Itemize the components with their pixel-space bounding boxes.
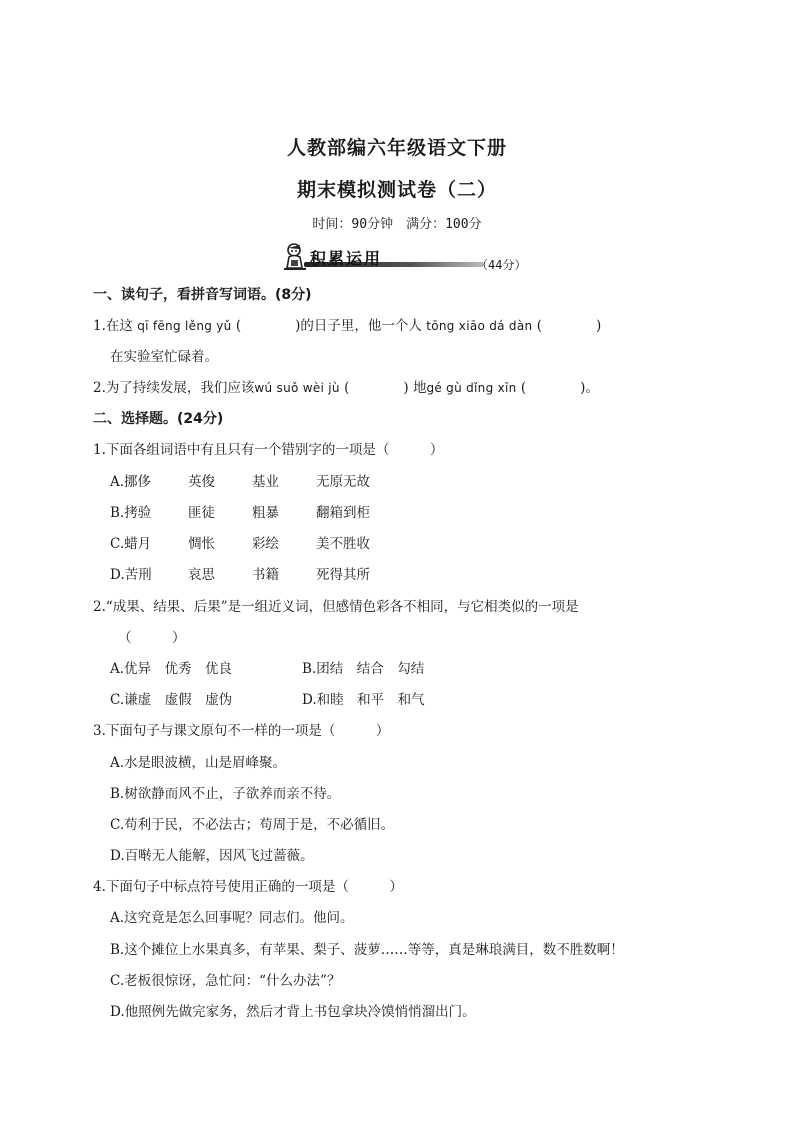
mc-q4-option-a[interactable]: A.这究竟是怎么回事呢？同志们。他问。	[110, 910, 354, 926]
option-c-word-1: C.蜡月	[110, 536, 152, 552]
exam-subtitle: 期末模拟测试卷（二）	[296, 179, 497, 201]
option-a-word-1: A.挪侈	[110, 474, 152, 490]
section1-q1-line2: 在实验室忙碌着。	[110, 349, 218, 365]
option-b-word-4: 翻箱到柜	[316, 505, 370, 521]
mc-q3-stem: 3.下面句子与课文原句不一样的一项是（ ）	[93, 723, 390, 739]
q1-text-2: 的日子里，他一个人	[300, 318, 422, 334]
mc-q2-option-c[interactable]: C.谦虚 虚假 虚伪	[110, 692, 233, 708]
q2-pinyin-1: wú suǒ wèi jù	[254, 381, 340, 395]
mc-q2-answer-paren[interactable]: （ ）	[118, 630, 186, 646]
mc-q4-stem: 4.下面句子中标点符号使用正确的一项是（ ）	[93, 879, 403, 895]
option-d-word-3: 书籍	[252, 567, 279, 583]
option-d-word-1: D.苦刑	[110, 567, 152, 583]
mc-q1-option-b[interactable]	[110, 503, 370, 523]
section1-q2	[93, 378, 599, 398]
exam-title: 人教部编六年级语文下册	[286, 137, 507, 159]
q2-pinyin-2: gé gù dǐng xīn	[426, 381, 517, 395]
mc-q3-option-b[interactable]: B.树欲静而风不止，子欲养而亲不待。	[110, 786, 341, 802]
q1-pinyin-2: tōng xiāo dá dàn	[426, 319, 533, 333]
mc-q4-option-c[interactable]: C.老板很惊讶，急忙问：“什么办法”？	[110, 973, 341, 989]
q2-text-2: 地	[412, 380, 427, 396]
mc-q3-option-a[interactable]: A.水是眼波横，山是眉峰聚。	[110, 755, 287, 771]
q2-end: 。	[585, 380, 599, 396]
mc-q1-stem: 1.下面各组词语中有且只有一个错别字的一项是（ ）	[93, 442, 444, 458]
mc-q2-option-a[interactable]: A.优异 优秀 优良	[110, 661, 233, 677]
option-c-word-2: 惆怅	[188, 536, 215, 552]
mc-q1-option-d[interactable]	[110, 565, 370, 585]
mc-q1-option-a[interactable]	[110, 472, 370, 492]
option-a-word-4: 无原无故	[316, 474, 370, 490]
q1-answer-blank-2[interactable]: ( )	[536, 318, 602, 334]
option-d-word-4: 死得其所	[316, 567, 370, 583]
option-d-word-2: 哀思	[188, 567, 215, 583]
option-b-word-1: B.拷验	[110, 505, 152, 521]
section-banner	[282, 240, 542, 276]
mc-q2-option-d[interactable]: D.和睦 和平 和气	[302, 692, 425, 708]
banner-score: （44分）	[476, 258, 527, 272]
q1-answer-blank-1[interactable]: ( )	[235, 318, 301, 334]
option-a-word-3: 基业	[252, 474, 279, 490]
section1-q1	[93, 316, 601, 336]
option-c-word-3: 彩绘	[252, 536, 279, 552]
mc-q2-option-b[interactable]: B.团结 结合 勾结	[302, 661, 425, 677]
mc-q2-stem: 2.“成果、结果、后果”是一组近义词，但感情色彩各不相同，与它相类似的一项是	[93, 599, 579, 615]
option-c-word-4: 美不胜收	[316, 536, 370, 552]
mc-q3-option-c[interactable]: C.苟利于民，不必法古；苟周于是，不必循旧。	[110, 817, 395, 833]
banner-label: 积累运用	[310, 249, 383, 268]
mc-q1-option-c[interactable]	[110, 534, 370, 554]
exam-time-score: 时间：90分钟 满分：100分	[312, 217, 482, 232]
q2-answer-blank-2[interactable]: ( )	[520, 380, 586, 396]
section1-heading: 一、读句子，看拼音写词语。(8分)	[93, 287, 312, 303]
q1-text-1: 1.在这	[93, 318, 133, 334]
student-mascot-icon	[282, 242, 308, 272]
q2-text-1: 2.为了持续发展，我们应该	[93, 380, 255, 396]
mc-q4-option-d[interactable]: D.他照例先做完家务，然后才背上书包拿块冷馍悄悄溜出门。	[110, 1004, 476, 1020]
section2-heading: 二、选择题。(24分)	[93, 411, 224, 427]
option-a-word-2: 英俊	[188, 474, 215, 490]
mc-q4-option-b[interactable]: B.这个摊位上水果真多，有苹果、梨子、菠萝……等等，真是琳琅满目，数不胜数啊！	[110, 942, 624, 958]
option-b-word-3: 粗暴	[252, 505, 279, 521]
q1-pinyin-1: qī fēng lěng yǔ	[137, 319, 232, 333]
option-b-word-2: 匪徒	[188, 505, 215, 521]
mc-q3-option-d[interactable]: D.百啭无人能解，因风飞过蔷薇。	[110, 848, 314, 864]
q2-answer-blank-1[interactable]: ( )	[344, 380, 409, 396]
